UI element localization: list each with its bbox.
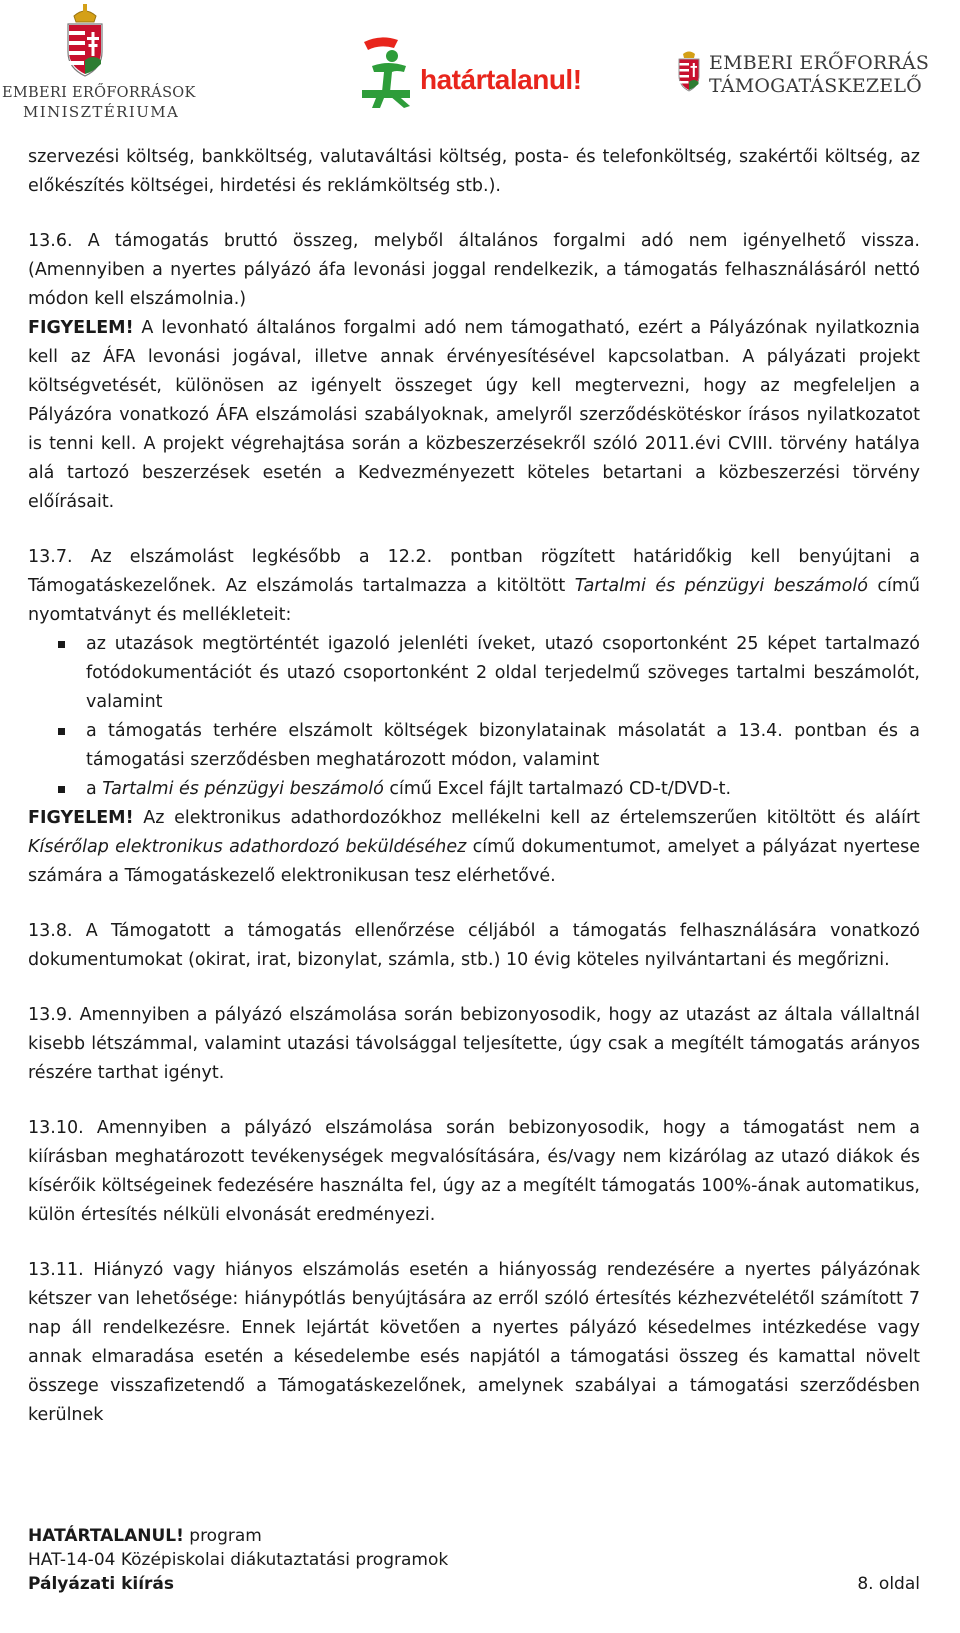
section-13-10: 13.10. Amennyiben a pályázó elszámolása során bebizonyosodik, hogy a támogatást nem a kiírásban meghatározott tevékenységek megvalósítására, és/vagy nem kizárólag az utazó diákok és kísérőik költségeinek fedezésére használta fel, úgy az a megítélt támogatás 100%-ának automatikus, külön értesítés nélküli elvonását eredményezi. [28,1118,920,1225]
ministry-logo [2,2,196,122]
ministry-logo-line1: EMBERI ERŐFORRÁSOK [2,85,196,101]
section-13-8: 13.8. A Támogatott a támogatás ellenőrzése céljából a támogatás felhasználására vonatkozó dokumentumokat (okirat, irat, bizonylat, számla, stb.) 10 évig köteles nyilvántartani és megőrizni. [28,921,920,970]
list-item: a támogatás terhére elszámolt költségek bizonylatainak másolatát a 13.4. pontban és a támogatási szerződésben meghatározott módon, valamint [28,717,920,775]
section-13-7-text: 13.7. Az elszámolást legkésőbb a 12.2. pontban rögzített határidőkig kell benyújtani a Támogatáskezelőnek. Az elszámolás tartalmazza a kitöltött [28,547,920,596]
footer-doc-line [28,1572,920,1596]
page-footer [28,1524,920,1596]
warning-label: FIGYELEM! [28,808,134,828]
footer-program [28,1524,920,1548]
emet-logo-line2: TÁMOGATÁSKEZELŐ [709,75,922,97]
form-title: Tartalmi és pénzügyi beszámoló [102,779,384,799]
document-body [28,143,920,1430]
cover-sheet-title: Kísérőlap elektronikus adathordozó beküldéséhez [28,837,467,857]
ministry-logo-line2: MINISZTÉRIUMA [23,103,180,121]
section-13-9: 13.9. Amennyiben a pályázó elszámolása során bebizonyosodik, hogy az utazást az általa vállaltnál kisebb létszámmal, valamint utazási távolsággal teljesítette, úgy csak a megítélt támogatás arányos részére tarthat igényt. [28,1005,920,1083]
hungarian-coat-of-arms-icon [60,2,110,84]
paragraph-cost-list: szervezési költség, bankköltség, valutaváltási költség, posta- és telefonköltség, szakértői költség, az előkészítés költségei, hirdetési és reklámköltség stb.). [28,147,920,196]
section-13-7 [28,543,920,630]
footer-program-code: HAT-14-04 Középiskolai diákutaztatási programok [28,1550,449,1570]
attachments-list [28,630,920,804]
section-13-6-text: 13.6. A támogatás bruttó összeg, melyből általános forgalmi adó nem igényelhető vissza. (Amennyiben a nyertes pályázó áfa levonási joggal rendelkezik, a támogatás felhasználásáról nettó módon kell elszámolnia.) [28,231,920,309]
list-item-text: a [86,779,103,799]
hatartalanul-logo [360,30,590,110]
section-13-6-warning-text: A levonható általános forgalmi adó nem támogatható, ezért a Pályázónak nyilatkoznia kell az ÁFA levonási jogával, illetve annak érvényesítésével kapcsolatban. A pályázati projekt költségvetését, különösen az igényelt összeget úgy kell megtervezni, hogy az megfeleljen a Pályázóra vonatkozó ÁFA elszámolási szabályoknak, amelyről szerződéskötéskor írásos nyilatkozatot is tenni kell. A projekt végrehajtása során a közbeszerzésekről szóló 2011.évi CVIII. törvény hatálya alá tartozó beszerzések esetén a Kedvezményezett köteles betartani a közbeszerzési törvény előírásait. [28,318,920,512]
list-item-text-end: című Excel fájlt tartalmazó CD-t/DVD-t. [383,779,732,799]
warning-electronic-media [28,804,920,891]
footer-program-suffix: program [183,1526,262,1546]
warning-label: FIGYELEM! [28,318,134,338]
page-header [0,0,960,125]
footer-program-name: HATÁRTALANUL! [28,1526,184,1546]
section-13-7-text-end: című nyomtatványt és mellékleteit: [28,576,921,625]
section-13-6 [28,227,920,517]
warning-text-end: című dokumentumot, amelyet a pályázat nyertese számára a Támogatáskezelő elektronikusan tesz elérhetővé. [28,837,920,886]
hatartalanul-figure-icon [360,32,420,110]
warning-text: Az elektronikus adathordozókhoz mellékelni kell az értelemszerűen kitöltött és aláírt [133,808,920,828]
footer-doc-title: Pályázati kiírás [28,1574,175,1594]
emet-logo-line1: EMBERI ERŐFORRÁS [709,52,930,74]
page-number: 8. oldal [857,1574,920,1594]
list-item [28,775,920,804]
list-item: az utazások megtörténtét igazoló jelenléti íveket, utazó csoportonként 25 képet tartalmazó fotódokumentációt és utazó csoportonként 2 oldal terjedelmű szöveges tartalmi beszámolót, valamint [28,630,920,717]
hatartalanul-logo-text: határtalanul! [420,64,582,95]
section-13-11: 13.11. Hiányzó vagy hiányos elszámolás esetén a hiányosság rendezésére a nyertes pályázónak kétszer van lehetősége: hiánypótlás benyújtására az erről szóló értesítés kézhezvételétől számított 7 nap áll rendelkezésre. Ennek lejártát követően a nyertes pályázó késedelmes intézkedése vagy annak elmaradása esetén a késedelembe esés napjától a támogatási összeg és kamattal növelt összege visszafizetendő a Támogatáskezelőnek, amelynek szabályai a támogatási szerződésben kerülnek [28,1260,920,1425]
hungarian-coat-of-arms-icon [676,48,702,96]
form-title: Tartalmi és pénzügyi beszámoló [574,576,868,596]
emet-logo [676,44,960,104]
